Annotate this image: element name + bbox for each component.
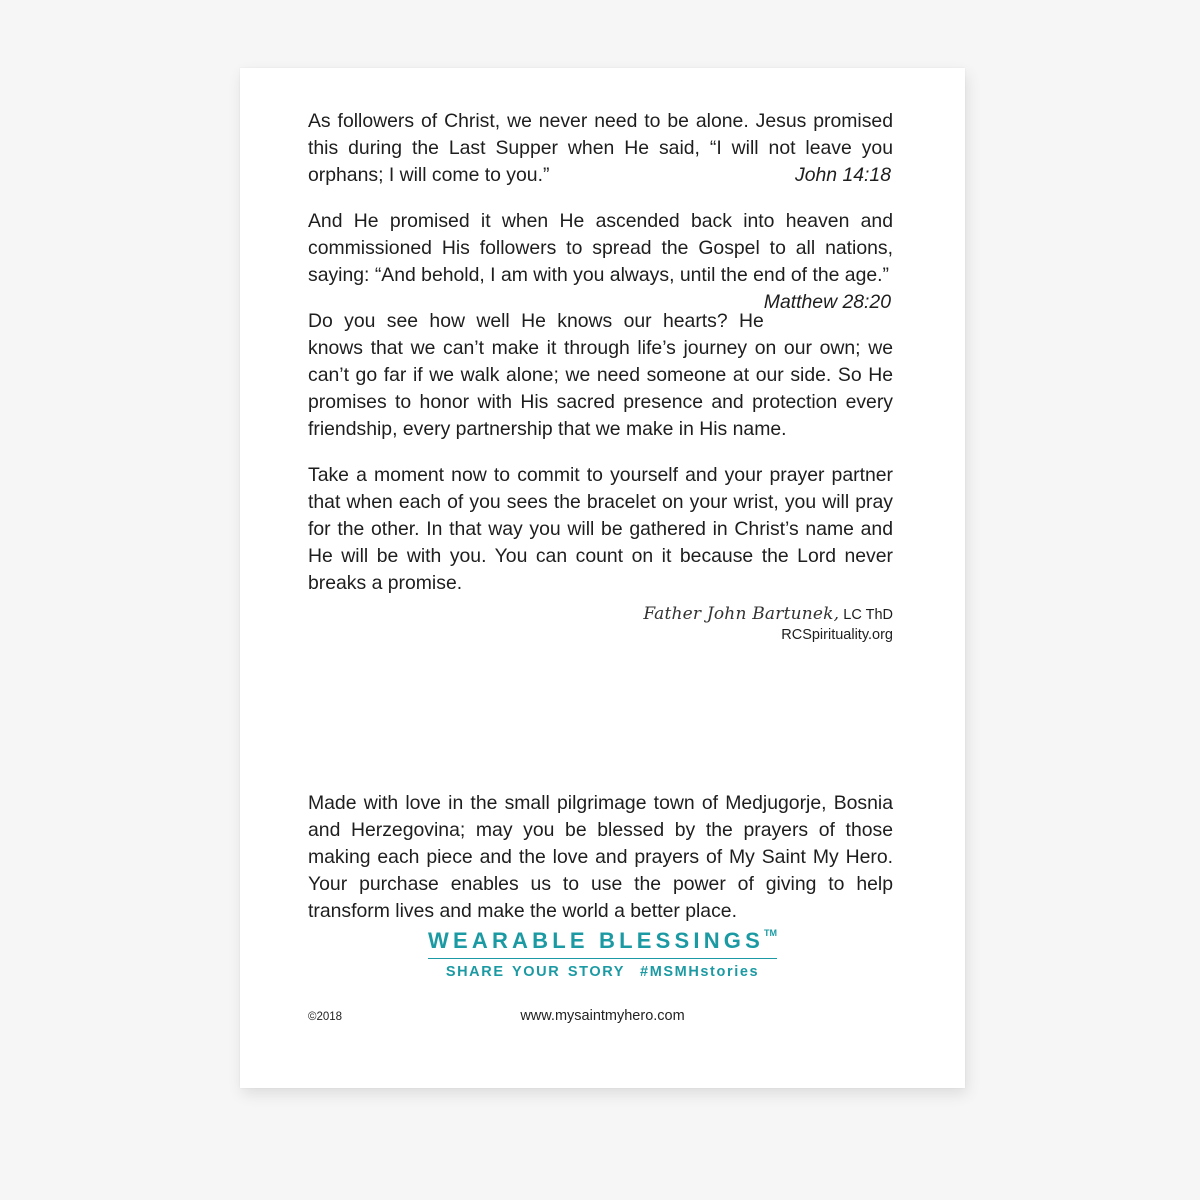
brand-block xyxy=(240,928,965,980)
citation-matthew: Matthew 28:20 xyxy=(763,291,891,313)
paragraph-1-text: As followers of Christ, we never need to be alone. Jesus promised this during the Last Supper when He said, “I will not leave you orphans; I will come to you.” xyxy=(308,110,893,186)
signature-name: Father John Bartunek, xyxy=(643,604,840,624)
brand-subtitle: SHARE YOUR STORY #MSMHstories xyxy=(445,964,760,980)
paragraph-1 xyxy=(308,108,893,189)
paragraph-4: Take a moment now to commit to yourself and your prayer partner that when each of you sees the bracelet on your wrist, you will pray for the other. In that way you will be gathered in Christ’s name and He will be with you. You can count on it because the Lord never breaks a promise. xyxy=(308,464,893,594)
paragraph-3: Do you see how well He knows our hearts? He knows that we can’t make it through life’s journey on our own; we can’t go far if we walk alone; we need someone at our side. So He promises to honor with His sacred presence and protection every friendship, every partnership that we make in His name. xyxy=(308,310,893,440)
signature-line xyxy=(308,604,893,625)
made-with-love-text: Made with love in the small pilgrimage town of Medjugorje, Bosnia and Herzegovina; may you be blessed by the prayers of those making each piece and the love and prayers of My Saint My Hero. Your purchase enables us to use the power of giving to help transform lives and make the world a better place. xyxy=(308,792,893,922)
website-link[interactable]: www.mysaintmyhero.com xyxy=(520,1008,685,1024)
signature-website: RCSpirituality.org xyxy=(781,627,893,643)
paragraph-2-text: And He promised it when He ascended back into heaven and commissioned His followers to spread the Gospel to all nations, saying: “And behold, I am with you always, until the end of the age.” xyxy=(308,210,893,286)
brand-title xyxy=(428,928,777,959)
card-body xyxy=(308,108,893,645)
paragraph-2 xyxy=(308,208,893,313)
trademark-mark: TM xyxy=(763,928,777,938)
copyright: ©2018 xyxy=(308,1011,343,1023)
citation-john: John 14:18 xyxy=(795,164,891,186)
signature-block xyxy=(308,604,893,645)
signature-credentials: LC ThD xyxy=(843,607,893,623)
brand-title-text: WEARABLE BLESSINGS xyxy=(428,928,764,953)
prayer-card xyxy=(240,68,965,1088)
